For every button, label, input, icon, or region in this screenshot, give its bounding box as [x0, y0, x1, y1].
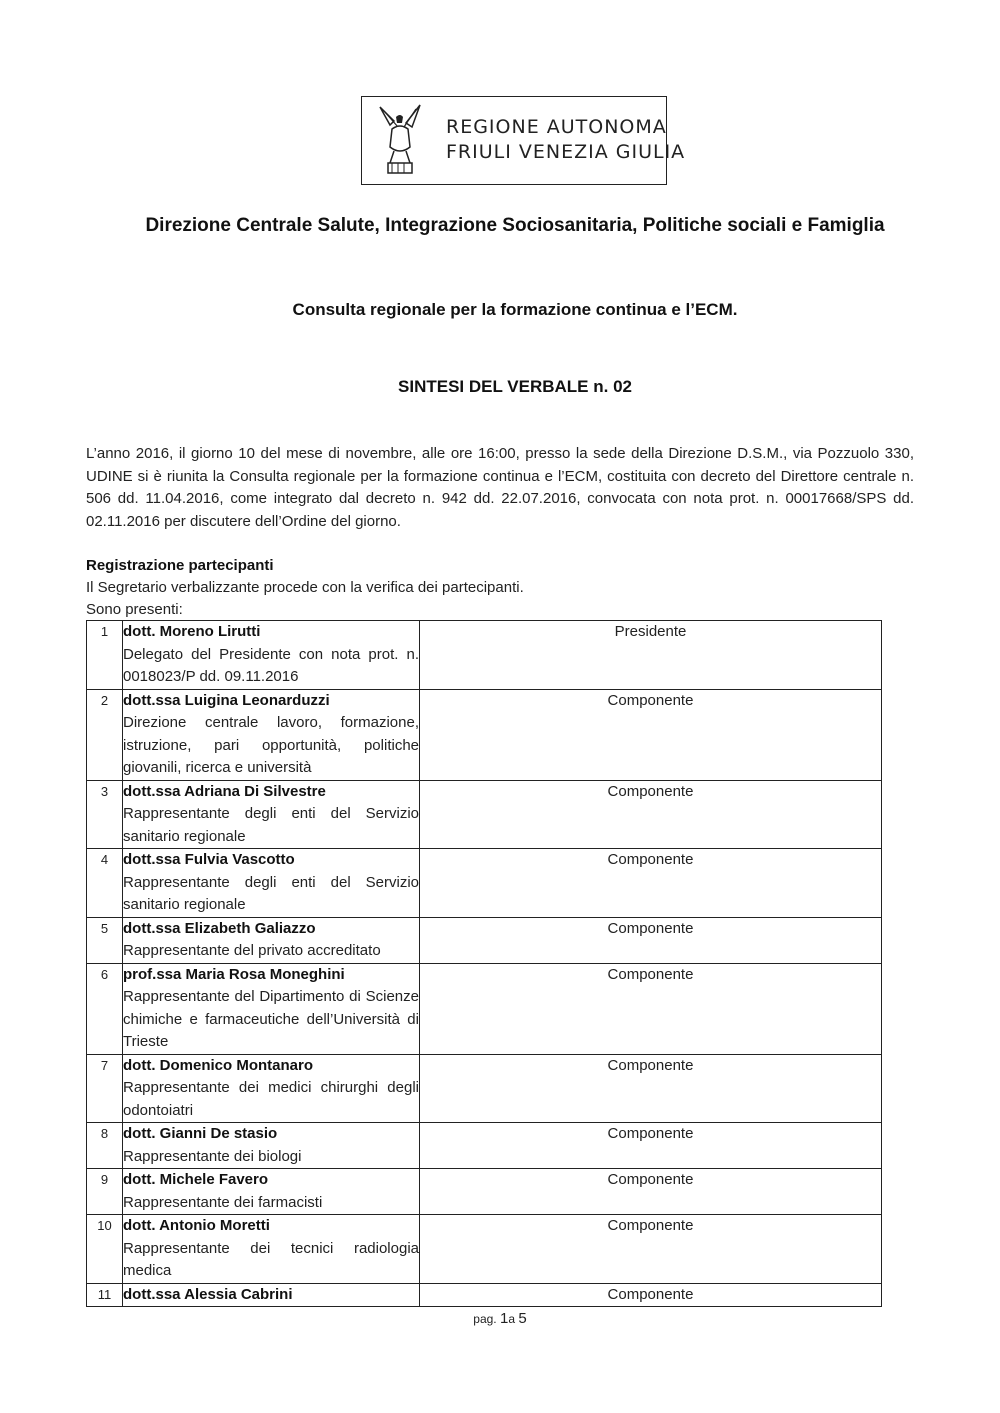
- member-number: 11: [87, 1283, 123, 1307]
- members-table: [86, 620, 882, 1307]
- verbale-heading: SINTESI DEL VERBALE n. 02: [398, 377, 632, 396]
- document-subtitle: Consulta regionale per la formazione continua e l’ECM.: [292, 300, 738, 319]
- member-number: 5: [87, 917, 123, 963]
- member-cell: [123, 963, 420, 1054]
- member-role: Presidente: [420, 621, 882, 690]
- eagle-emblem-icon: [370, 101, 430, 181]
- table-row: [87, 780, 882, 849]
- member-name: dott. Antonio Moretti: [123, 1217, 270, 1234]
- member-role: Componente: [420, 780, 882, 849]
- member-description: Rappresentante degli enti del Servizio sanitario regionale: [123, 805, 419, 845]
- member-name: dott. Gianni De stasio: [123, 1125, 278, 1142]
- member-role: Componente: [420, 689, 882, 780]
- member-role: Componente: [420, 1054, 882, 1123]
- footer-prefix: pag.: [473, 1312, 497, 1326]
- member-role: Componente: [420, 917, 882, 963]
- member-cell: [123, 849, 420, 918]
- member-number: 10: [87, 1215, 123, 1284]
- member-description: Delegato del Presidente con nota prot. n. 0018023/P dd. 09.11.2016: [123, 645, 419, 685]
- member-number: 9: [87, 1169, 123, 1215]
- member-name: dott.ssa Elizabeth Galiazzo: [123, 919, 316, 937]
- region-logo: [361, 96, 686, 185]
- present-label: Sono presenti:: [86, 601, 183, 618]
- member-description: Direzione centrale lavoro, formazione, istruzione, pari opportunità, politiche giovanili, ricerca e università: [123, 714, 419, 776]
- member-description: Rappresentante degli enti del Servizio sanitario regionale: [123, 873, 419, 913]
- member-role: Componente: [420, 849, 882, 918]
- member-name: dott.ssa Luigina Leonarduzzi: [123, 691, 330, 709]
- member-description: Rappresentante dei biologi: [123, 1147, 302, 1165]
- registration-text: Il Segretario verbalizzante procede con la verifica dei partecipanti.: [86, 579, 524, 596]
- footer-page-number: 1: [499, 1310, 509, 1327]
- member-description: Rappresentante dei farmacisti: [123, 1193, 323, 1211]
- member-number: 4: [87, 849, 123, 918]
- member-cell: [123, 1169, 420, 1215]
- member-number: 7: [87, 1054, 123, 1123]
- table-row: [87, 917, 882, 963]
- member-number: 1: [87, 621, 123, 690]
- member-name: dott. Moreno Lirutti: [123, 623, 261, 640]
- member-number: 3: [87, 780, 123, 849]
- logo-line-2: FRIULI VENEZIA GIULIA: [446, 141, 686, 163]
- table-row: [87, 849, 882, 918]
- logo-line-1: REGIONE AUTONOMA: [446, 116, 667, 138]
- member-role: Componente: [420, 963, 882, 1054]
- member-role: Componente: [420, 1215, 882, 1284]
- member-description: Rappresentante del Dipartimento di Scienze chimiche e farmaceutiche dell’Università di Trieste: [123, 988, 419, 1050]
- member-cell: [123, 1215, 420, 1284]
- member-cell: [123, 917, 420, 963]
- member-name: dott. Michele Favero: [123, 1171, 269, 1188]
- page-footer: [0, 1310, 1000, 1327]
- intro-paragraph: L’anno 2016, il giorno 10 del mese di novembre, alle ore 16:00, presso la sede della Direzione D.S.M., via Pozzuolo 330, UDINE si è riunita la Consulta regionale per la formazione continua e l’ECM, costituita con decreto del Direttore centrale n. 506 dd. 11.04.2016, come integrato dal decreto n. 942 dd. 22.07.2016, convocata con nota prot. n. 00017668/SPS dd. 02.11.2016 per discutere dell’Ordine del giorno.: [86, 445, 914, 530]
- table-row: [87, 1054, 882, 1123]
- member-cell: [123, 1283, 420, 1307]
- table-row: [87, 1123, 882, 1169]
- table-row: [87, 963, 882, 1054]
- member-number: 2: [87, 689, 123, 780]
- member-cell: [123, 1123, 420, 1169]
- registration-heading: Registrazione partecipanti: [86, 557, 274, 574]
- member-name: dott.ssa Adriana Di Silvestre: [123, 782, 326, 800]
- member-number: 6: [87, 963, 123, 1054]
- member-name: dott. Domenico Montanaro: [123, 1056, 313, 1074]
- member-cell: [123, 780, 420, 849]
- member-role: Componente: [420, 1169, 882, 1215]
- member-cell: [123, 1054, 420, 1123]
- document-title: Direzione Centrale Salute, Integrazione Sociosanitaria, Politiche sociali e Famiglia: [145, 215, 885, 236]
- footer-page-total: 5: [518, 1310, 527, 1327]
- footer-separator: a: [508, 1312, 516, 1326]
- member-description: Rappresentante del privato accreditato: [123, 942, 381, 959]
- member-cell: [123, 689, 420, 780]
- table-row: [87, 621, 882, 690]
- member-role: Componente: [420, 1283, 882, 1307]
- table-row: [87, 1283, 882, 1307]
- member-description: Rappresentante dei tecnici radiologia medica: [123, 1239, 419, 1279]
- member-cell: [123, 621, 420, 690]
- member-description: Rappresentante dei medici chirurghi degli odontoiatri: [123, 1079, 419, 1119]
- table-row: [87, 1215, 882, 1284]
- member-name: dott.ssa Fulvia Vascotto: [123, 851, 295, 868]
- table-row: [87, 689, 882, 780]
- member-name: prof.ssa Maria Rosa Moneghini: [123, 965, 345, 983]
- logo-wordmark: [446, 115, 685, 165]
- member-role: Componente: [420, 1123, 882, 1169]
- table-row: [87, 1169, 882, 1215]
- member-number: 8: [87, 1123, 123, 1169]
- member-name: dott.ssa Alessia Cabrini: [123, 1285, 293, 1303]
